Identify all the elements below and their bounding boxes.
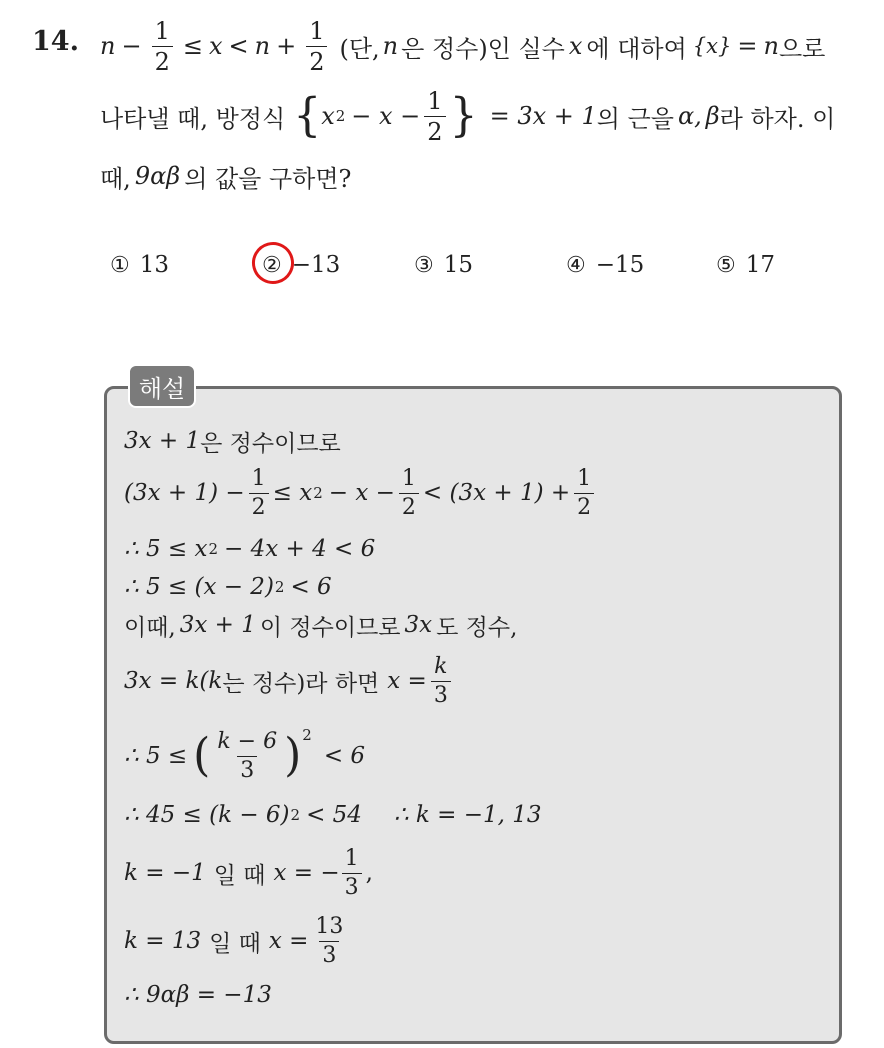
sol-expression: 3x = k(k <box>124 668 223 694</box>
fraction-denominator: 2 <box>249 493 269 519</box>
fraction-denominator: 3 <box>431 681 451 707</box>
floor-braces: {x} <box>692 34 732 58</box>
sol-expression: ∴ 5 ≤ <box>124 743 188 769</box>
beta: β <box>705 102 720 130</box>
sol-expression: < 6 <box>290 574 332 600</box>
sol-expression: < 6 <box>323 743 366 769</box>
sol-expression: − x − <box>328 480 395 506</box>
line2-text3: 라 하자. 이 <box>719 104 836 133</box>
var-x: x <box>568 32 583 60</box>
sol-expression: x = − <box>273 860 340 886</box>
fraction-numerator: 1 <box>427 86 443 115</box>
fraction-denominator: 2 <box>399 493 419 519</box>
sol-expression: ∴ k = −1, 13 <box>393 802 542 828</box>
solution-line-7 <box>124 722 365 790</box>
sol-expression: ∴ 9αβ = −13 <box>124 982 272 1008</box>
sol-expression: 3x <box>404 612 433 638</box>
right-brace: } <box>449 88 478 143</box>
question-line-1 <box>100 16 825 76</box>
condition-rest: 은 정수)인 실수 <box>401 34 565 63</box>
fraction-numerator: 1 <box>309 16 325 45</box>
var-n: n <box>254 32 271 60</box>
minus-sign: − <box>121 32 142 60</box>
fraction-numerator: 1 <box>577 465 592 491</box>
solution-line-6 <box>124 650 455 712</box>
sol-text: 일 때 <box>213 862 266 889</box>
choice-mark: ⑤ <box>716 252 736 278</box>
choice-3[interactable] <box>414 252 473 278</box>
line3-text1: 때, <box>100 164 131 193</box>
exponent: 2 <box>313 484 323 502</box>
answer-circle-mark <box>247 237 298 288</box>
sol-text: 도 정수, <box>436 614 518 641</box>
left-brace: { <box>293 88 322 143</box>
fraction-half <box>574 465 594 520</box>
comma: , <box>365 860 373 886</box>
fraction-denominator: 3 <box>237 756 257 782</box>
sol-expression: − 4x + 4 < 6 <box>224 536 376 562</box>
fraction-k-minus-6 <box>214 728 280 783</box>
sol-expression: k = 13 <box>124 928 202 954</box>
fraction-1-over-3 <box>342 845 362 900</box>
solution-line-4 <box>124 570 332 604</box>
exponent: 2 <box>208 540 218 558</box>
fraction-numerator: 1 <box>154 16 170 45</box>
fraction-denominator: 3 <box>342 873 362 899</box>
choice-value: −13 <box>291 252 341 278</box>
choice-1[interactable] <box>110 252 169 278</box>
expression-9ab: 9αβ <box>134 162 181 190</box>
fraction-numerator: 1 <box>344 845 359 871</box>
choice-value: 17 <box>745 252 776 278</box>
sol-expression: ≤ x <box>272 480 313 506</box>
solution-line-11 <box>124 978 272 1012</box>
ending-text: 으로 <box>778 34 826 63</box>
sol-expression: (3x + 1) − <box>124 480 245 506</box>
var-n: n <box>763 32 779 60</box>
fraction-half <box>399 465 419 520</box>
fraction-numerator: k <box>434 653 448 679</box>
sol-expression: 3x + 1 <box>179 612 256 638</box>
right-paren: ) <box>284 728 302 783</box>
sol-text: 는 정수)라 하면 <box>222 670 380 697</box>
rhs-expression: = 3x + 1 <box>489 102 597 130</box>
sol-text: 일 때 <box>209 930 261 957</box>
sol-text: 이때, <box>124 614 176 641</box>
sol-text: 이 정수이므로 <box>259 614 401 641</box>
left-paren: ( <box>193 728 211 783</box>
condition-text: (단, <box>339 34 380 63</box>
question-line-3 <box>100 156 351 196</box>
fraction-numerator: 1 <box>251 465 266 491</box>
solution-line-1 <box>124 424 341 458</box>
plus-sign: + <box>276 32 297 60</box>
fraction-numerator: 13 <box>315 913 344 939</box>
choice-mark: ③ <box>414 252 434 278</box>
fraction-denominator: 2 <box>424 116 445 144</box>
expression-minus: − x − <box>351 102 421 130</box>
solution-line-3 <box>124 532 375 566</box>
fraction-denominator: 2 <box>152 46 173 74</box>
eq-sign: = <box>737 32 758 60</box>
var-x: x <box>208 32 223 60</box>
sol-text: 은 정수이므로 <box>200 430 341 457</box>
sol-expression: < (3x + 1) + <box>422 480 571 506</box>
fraction-13-over-3 <box>312 913 346 968</box>
var-x: x <box>321 102 335 130</box>
solution-line-8 <box>124 798 542 832</box>
choice-value: 15 <box>443 252 474 278</box>
solution-line-2 <box>124 462 598 524</box>
sol-expression: ∴ 45 ≤ (k − 6) <box>124 802 290 828</box>
line2-text1: 나타낼 때, 방정식 <box>100 104 286 133</box>
sol-expression: < 54 <box>306 802 362 828</box>
fraction-k-over-3 <box>431 653 451 708</box>
fraction-half <box>424 86 445 146</box>
lt-sign: < <box>228 32 249 60</box>
exponent: 2 <box>302 726 312 744</box>
fraction-numerator: k − 6 <box>217 728 278 754</box>
fraction-half <box>249 465 269 520</box>
choice-value: 13 <box>139 252 170 278</box>
fraction-half <box>152 16 173 76</box>
fraction-denominator: 2 <box>306 46 327 74</box>
sol-expression: ∴ 5 ≤ (x − 2) <box>124 574 274 600</box>
question-number: 14. <box>32 26 79 57</box>
sol-expression: x = <box>387 668 427 694</box>
solution-line-10 <box>124 910 350 972</box>
text-after: 에 대하여 <box>586 34 687 63</box>
choice-mark: ② <box>262 252 282 278</box>
sol-expression: 3x + 1 <box>124 428 201 454</box>
choice-5[interactable] <box>716 252 775 278</box>
fraction-numerator: 1 <box>401 465 416 491</box>
solution-badge: 해설 <box>128 364 196 408</box>
exponent: 2 <box>274 578 285 596</box>
question-line-2 <box>100 84 835 148</box>
sol-expression: ∴ 5 ≤ x <box>124 536 208 562</box>
solution-line-5 <box>124 608 517 642</box>
exponent: 2 <box>335 107 346 125</box>
fraction-half <box>306 16 327 76</box>
sol-expression: k = −1 <box>124 860 206 886</box>
choice-4[interactable] <box>566 252 644 278</box>
var-n: n <box>382 32 399 60</box>
exponent: 2 <box>290 806 301 824</box>
line3-text2: 의 값을 구하면? <box>184 164 352 193</box>
var-n: n <box>100 32 116 60</box>
choice-mark: ④ <box>566 252 586 278</box>
solution-line-9 <box>124 842 373 904</box>
leq-sign: ≤ <box>182 32 203 60</box>
choice-value: −15 <box>595 252 645 278</box>
fraction-denominator: 2 <box>574 493 594 519</box>
sol-expression: x = <box>268 928 309 954</box>
choice-mark: ① <box>110 252 130 278</box>
line2-text2: 의 근을 <box>596 104 674 133</box>
alpha: α, <box>677 102 702 130</box>
fraction-denominator: 3 <box>319 941 339 967</box>
